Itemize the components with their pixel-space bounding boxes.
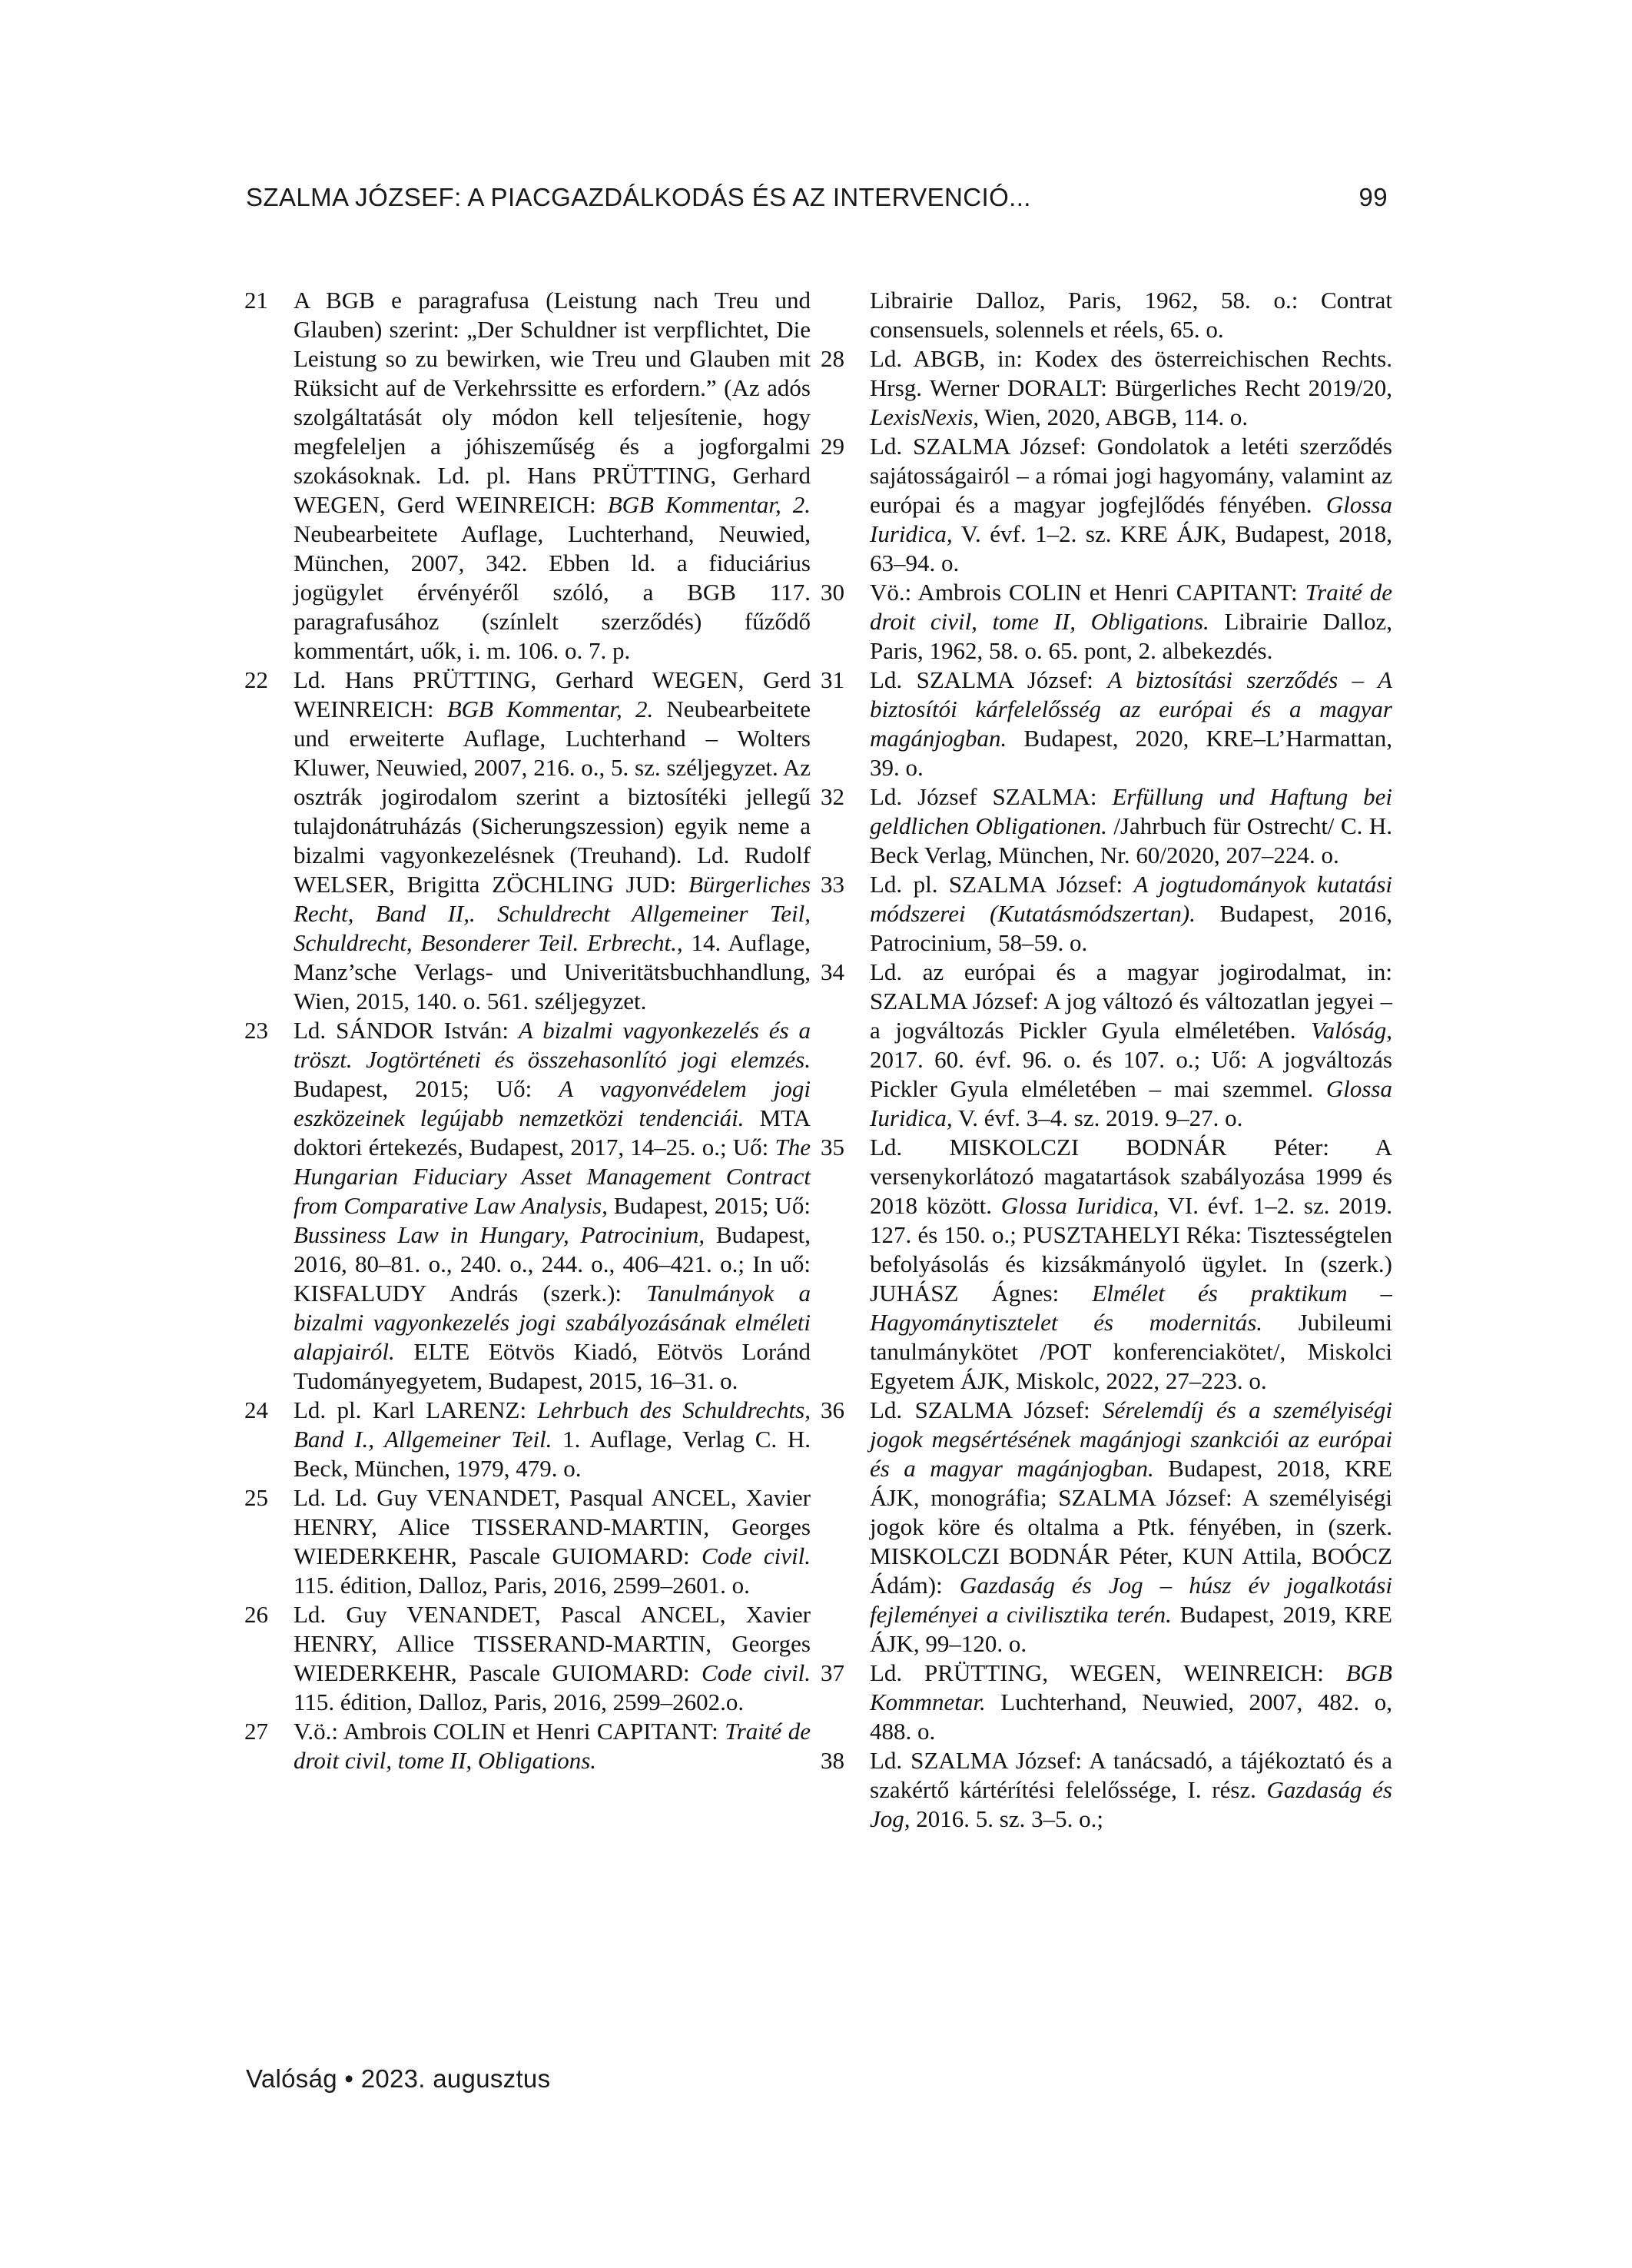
footnote-text: V. évf. 1–2. sz. KRE ÁJK, Budapest, 2018, 63–94. o. (870, 520, 1392, 576)
footnote-text: ELTE Eötvös Kiadó, Eötvös Loránd Tudományegyetem, Budapest, 2015, 16–31. o. (294, 1338, 811, 1394)
footnote-text: Ld. József SZALMA: (870, 783, 1113, 810)
footnote-item (244, 1717, 811, 1775)
footnote-text: 2016. 5. sz. 3–5. o.; (910, 1805, 1103, 1832)
footnote-number: 36 (821, 1396, 844, 1423)
footnote-text: Budapest, 2016, 80–81. o., 240. o., 244. o., 406–421. o.; In uő: KISFALUDY András (szerk.): (294, 1221, 811, 1307)
footnote-item (821, 1746, 1392, 1834)
footnote-number: 31 (821, 666, 844, 693)
footnote-number: 32 (821, 783, 844, 810)
footnote-item (244, 1016, 811, 1396)
footnote-item (821, 1133, 1392, 1396)
footnote-text-italic: Glossa Iuridica, (870, 1075, 1392, 1131)
footnote-text: Budapest, 2020, KRE–L’Harmattan, 39. o. (870, 725, 1392, 781)
footnote-text-italic: Code civil. (702, 1542, 811, 1569)
footnote-text-italic: The Hungarian Fiduciary Asset Management Contract from Comparative Law Analysis, (294, 1134, 811, 1219)
footnote-text-italic: Glossa Iuridica, (870, 491, 1392, 547)
footnote-text-italic: Glossa Iuridica, (1000, 1192, 1159, 1219)
footnote-text-italic: A bizalmi vagyonkezelés és a tröszt. Jogtörténeti és összehasonlító jogi elemzés. (294, 1017, 811, 1073)
footnote-item (821, 782, 1392, 870)
page-header (246, 183, 1388, 212)
footnote-text: Wien, 2020, ABGB, 114. o. (979, 403, 1249, 430)
footnote-text: Ld. SZALMA József: Gondolatok a letéti szerződés sajátosságairól – a római jogi hagyomány, valamint az európai és a magyar jogfejlődés fényében. (870, 433, 1392, 518)
footnotes-column-right (821, 286, 1392, 1834)
footnote-text-italic: Valóság, (1311, 1017, 1392, 1044)
footnote-item (244, 286, 811, 666)
footnote-text: /Jahrbuch für Ostrecht/ C. H. Beck Verlag, München, Nr. 60/2020, 207–224. o. (870, 812, 1392, 868)
footnote-number: 37 (821, 1659, 844, 1686)
footnote-item (821, 666, 1392, 782)
footnote-item (821, 1659, 1392, 1746)
footnote-text: 2017. 60. évf. 96. o. és 107. o.; Uő: A jogváltozás Pickler Gyula elméletében – mai szemmel. (870, 1046, 1392, 1102)
footnotes-section (244, 286, 1392, 1834)
page-number: 99 (1358, 183, 1388, 211)
footnote-text: Jubileumi tanulmánykötet /POT konferenciakötet/, Miskolci Egyetem ÁJK, Miskolc, 2022, 27–223. o. (870, 1309, 1393, 1394)
footnote-text-italic: Code civil. (702, 1659, 811, 1686)
footnote-item (244, 1483, 811, 1600)
footnote-text: Librairie Dalloz, Paris, 1962, 58. o. 65. pont, 2. albekezdés. (870, 608, 1392, 664)
footnote-number: 29 (821, 433, 844, 460)
footnote-item (244, 666, 811, 1016)
footnote-text-italic: Gazdaság és Jog, (870, 1776, 1392, 1832)
footnote-text: 14. Auflage, Manz’sche Verlags- und Univeritätsbuchhandlung, Wien, 2015, 140. o. 561. széljegyzet. (294, 929, 811, 1014)
footnote-text: Ld. SÁNDOR István: (294, 1017, 519, 1044)
footnote-text-italic: A biztosítási szerződés – A biztosítói kárfelelősség az európai és a magyar magánjogban. (870, 666, 1392, 752)
footnote-text-italic: Tanulmányok a bizalmi vagyonkezelés jogi szabályozásának elméleti alapjairól. (294, 1280, 811, 1365)
journal-issue-label: Valóság • 2023. augusztus (246, 2064, 551, 2093)
footnote-number: 34 (821, 958, 844, 985)
footnote-item (821, 344, 1392, 432)
footnote-text: Budapest, 2016, Patrocinium, 58–59. o. (870, 900, 1393, 956)
footnote-text: Ld. pl. SZALMA József: (870, 871, 1134, 898)
footnote-text-italic: Erfüllung und Haftung bei geldlichen Obligationen. (870, 783, 1392, 839)
footnote-text: Ld. Hans PRÜTTING, Gerhard WEGEN, Gerd WEINREICH: (294, 666, 811, 722)
footnote-text-italic: Lehrbuch des Schuldrechts, Band I., Allgemeiner Teil. (294, 1396, 811, 1453)
footnote-text-italic: Elmélet és praktikum – Hagyománytisztelet és modernitás. (870, 1280, 1393, 1336)
page-footer (246, 2064, 550, 2094)
footnote-item (244, 1600, 811, 1717)
footnote-text: Librairie Dalloz, Paris, 1962, 58. o.: Contrat consensuels, solennels et réels, 65. o. (870, 287, 1392, 343)
footnote-number: 33 (821, 871, 844, 898)
footnote-text: Ld. PRÜTTING, WEGEN, WEINREICH: (870, 1659, 1346, 1686)
footnote-number: 24 (244, 1396, 268, 1423)
footnote-item (821, 870, 1392, 958)
footnote-number: 22 (244, 666, 268, 693)
footnote-text: Ld. SZALMA József: (870, 1396, 1103, 1423)
footnote-number: 23 (244, 1017, 268, 1044)
footnote-text: V.ö.: Ambrois COLIN et Henri CAPITANT: (294, 1718, 725, 1745)
footnote-text: Vö.: Ambrois COLIN et Henri CAPITANT: (870, 579, 1305, 606)
footnote-number: 26 (244, 1601, 268, 1628)
footnote-text-italic: BGB Kommentar, 2. (446, 696, 654, 722)
footnote-item (821, 1396, 1392, 1659)
footnote-text-italic: Sérelemdíj és a személyiségi jogok megsértésének magánjogi szankciói az európai és a magyar magánjogban. (870, 1396, 1392, 1482)
footnote-text: V. évf. 3–4. sz. 2019. 9–27. o. (952, 1104, 1243, 1131)
footnote-text: Ld. pl. Karl LARENZ: (294, 1396, 538, 1423)
footnote-text: VI. évf. 1–2. sz. 2019. 127. és 150. o.; PUSZTAHELYI Réka: Tisztességtelen befolyásolás és kizsákmányoló ügylet. In (szerk.) JUHÁSZ Ágnes: (870, 1192, 1393, 1307)
footnote-text-italic: Traité de droit civil, tome II, Obligations. (870, 579, 1392, 635)
footnote-text: Luchterhand, Neuwied, 2007, 482. o, 488. o. (870, 1689, 1392, 1745)
footnote-text: Budapest, 2018, KRE ÁJK, monográfia; SZALMA József: A személyiségi jogok köre és oltalma a Ptk. fényében, in (szerk. MISKOLCZI BODNÁR Péter, KUN Attila, BOÓCZ Ádám): (870, 1455, 1392, 1599)
footnote-text: Ld. SZALMA József: (870, 666, 1108, 693)
footnote-number: 27 (244, 1718, 268, 1745)
footnote-text-italic: BGB Kommentar, 2. (607, 491, 811, 518)
footnote-text: Neubearbeitete Auflage, Luchterhand, Neuwied, München, 2007, 342. Ebben ld. a fiduciárius jogügylet érvényéről szóló, a BGB 117. paragrafusához (színlelt szerződés) fűződő kommentárt, uők, i. m. 106. o. 7. p. (294, 520, 811, 664)
footnote-number: 30 (821, 579, 844, 606)
footnote-text-italic: A vagyonvédelem jogi eszközeinek legújabb nemzetközi tendenciái. (294, 1075, 811, 1131)
footnote-number: 28 (821, 345, 844, 372)
footnote-text: MTA doktori értekezés, Budapest, 2017, 14–25. o.; Uő: (294, 1104, 811, 1161)
footnote-text: Budapest, 2015; Uő: (294, 1075, 559, 1102)
footnote-text: 115. édition, Dalloz, Paris, 2016, 2599–2602.o. (294, 1689, 745, 1715)
footnote-text-italic: BGB Kommnetar. (870, 1659, 1392, 1715)
footnote-text-italic: Bussiness Law in Hungary, Patrocinium, (294, 1221, 705, 1248)
footnote-text: Ld. az európai és a magyar jogirodalmat, in: SZALMA József: A jog változó és változatlan jegyei – a jogváltozás Pickler Gyula elméletében. (870, 958, 1392, 1044)
footnote-item (244, 1396, 811, 1483)
footnote-text-italic: Bürgerliches Recht, Band II,. Schuldrecht Allgemeiner Teil, Schuldrecht, Besonderer Teil. Erbrecht., (294, 871, 811, 956)
footnote-text-italic: A jogtudományok kutatási módszerei (Kutatásmódszertan). (870, 871, 1393, 927)
footnote-number: 21 (244, 287, 268, 314)
footnote-text-italic: LexisNexis, (870, 403, 980, 430)
footnote-text: Ld. ABGB, in: Kodex des österreichischen Rechts. Hrsg. Werner DORALT: Bürgerliches Recht 2019/20, (870, 345, 1392, 401)
footnote-text: A BGB e paragrafusa (Leistung nach Treu und Glauben) szerint: „Der Schuldner ist verpflichtet, Die Leistung so zu bewirken, wie Treu und Glauben mit Rüksicht auf de Verkehrssitte es erfordern.” (Az adós szolgáltatását oly módon kell teljesítenie, hogy megfeleljen a jóhiszeműség és a jogforgalmi szokásoknak. Ld. pl. Hans PRÜTTING, Gerhard WEGEN, Gerd WEINREICH: (294, 287, 811, 518)
footnote-number: 25 (244, 1484, 268, 1511)
footnote-text: 115. édition, Dalloz, Paris, 2016, 2599–2601. o. (294, 1572, 750, 1599)
footnote-number: 35 (821, 1134, 844, 1161)
footnote-text: Ld. SZALMA József: A tanácsadó, a tájékoztató és a szakértő kártérítési felelőssége, I. rész. (870, 1747, 1392, 1803)
footnote-text: Neubearbeitete und erweiterte Auflage, Luchterhand – Wolters Kluwer, Neuwied, 2007, 216. o., 5. sz. széljegyzet. Az osztrák jogirodalom szerint a biztosítéki jellegű tulajdonátruházás (Sicherungszession) egyik neme a bizalmi vagyonkezelésnek (Treuhand). Ld. Rudolf WELSER, Brigitta ZÖCHLING JUD: (294, 696, 811, 898)
footnote-text: Budapest, 2019, KRE ÁJK, 99–120. o. (870, 1601, 1392, 1657)
footnote-text-italic: Gazdaság és Jog – húsz év jogalkotási fejleményei a civilisztika terén. (870, 1572, 1392, 1628)
footnotes-column-left (244, 286, 811, 1834)
running-title: SZALMA JÓZSEF: A PIACGAZDÁLKODÁS ÉS AZ INTERVENCIÓ... (246, 183, 1031, 211)
footnote-text-italic: Traité de droit civil, tome II, Obligations. (294, 1718, 811, 1774)
footnote-item (821, 286, 1392, 344)
footnote-text: Ld. MISKOLCZI BODNÁR Péter: A versenykorlátozó magatartások szabályozása 1999 és 2018 között. (870, 1134, 1392, 1219)
footnote-item (821, 578, 1392, 666)
footnote-text: 1. Auflage, Verlag C. H. Beck, München, 1979, 479. o. (294, 1426, 811, 1482)
footnote-text: Budapest, 2015; Uő: (607, 1192, 811, 1219)
footnote-item (821, 958, 1392, 1133)
footnote-text: Ld. Guy VENANDET, Pascal ANCEL, Xavier HENRY, Allice TISSERAND-MARTIN, Georges WIEDERKEHR, Pascale GUIOMARD: (294, 1601, 811, 1686)
footnote-item (821, 432, 1392, 578)
footnote-text: Ld. Ld. Guy VENANDET, Pasqual ANCEL, Xavier HENRY, Alice TISSERAND-MARTIN, Georges WIEDERKEHR, Pascale GUIOMARD: (294, 1484, 811, 1569)
footnote-number: 38 (821, 1747, 844, 1774)
